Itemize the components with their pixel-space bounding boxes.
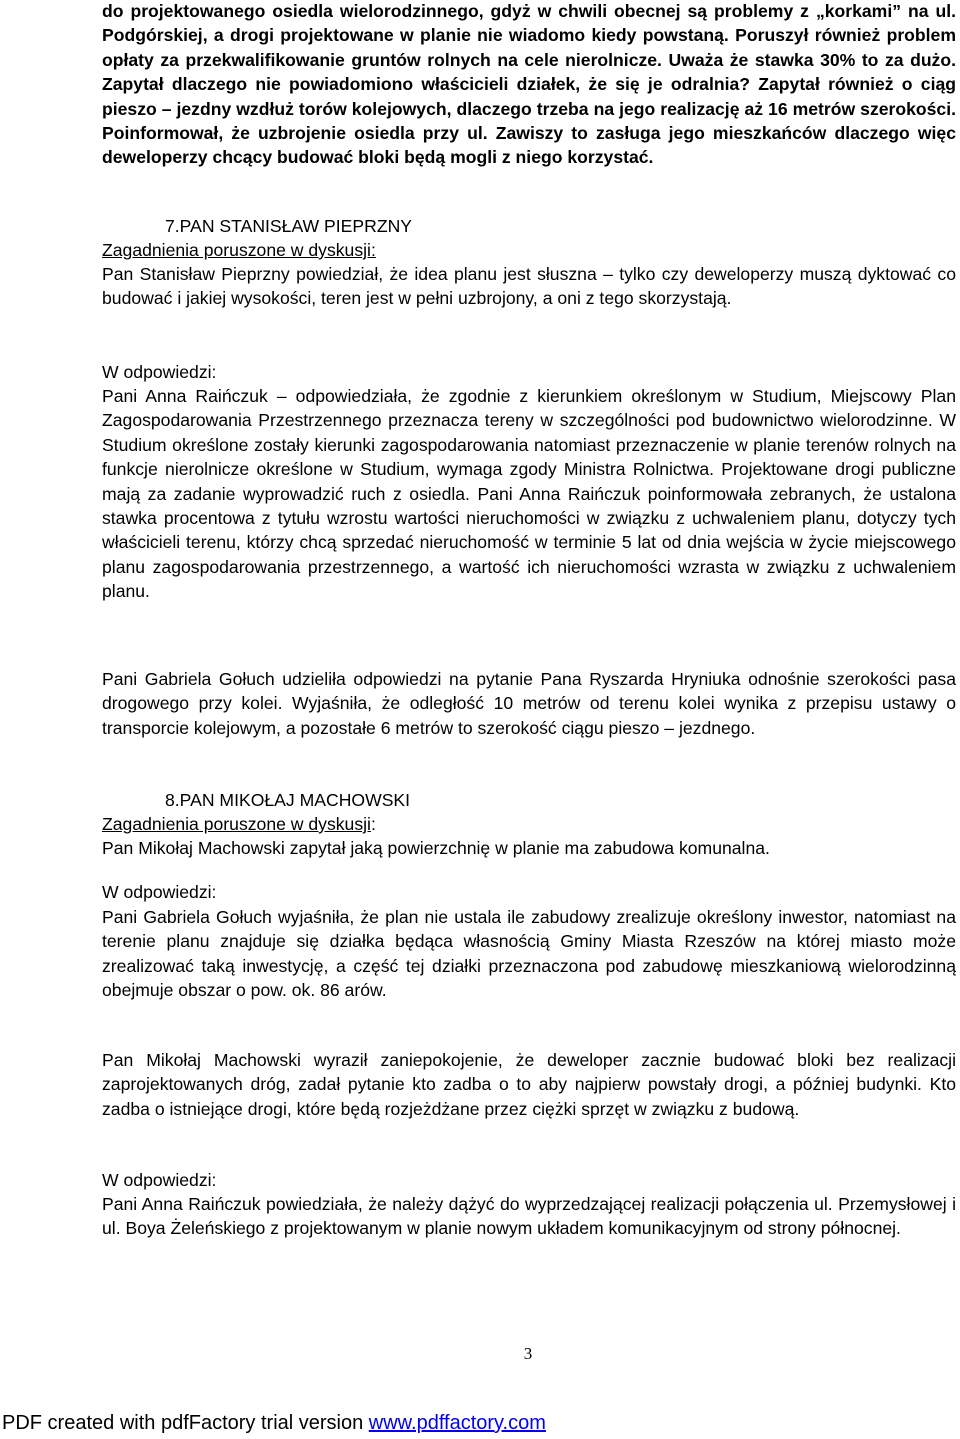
paragraph-7-answer-1: Pani Anna Raińczuk – odpowiedziała, że zgodnie z kierunkiem określonym w Studium, Miejscowy Plan Zagospodarowania Przestrzennego przeznacza tereny w szczególności pod budownictwo wielorodzinne. W Studium określone zostały kierunki zagospodarowania natomiast przeznaczenie w planie terenów rolnych na funkcje nierolnicze określone w Studium, wymaga zgody Ministra Rolnictwa. Projektowane drogi publiczne mają za zadanie wyprowadzić ruch z osiedla. Pani Anna Raińczuk poinformowała zebranych, że ustalona stawka procentowa z tytułu wzrostu wartości nieruchomości w związku z uchwaleniem planu, dotyczy tych właścicieli terenu, którzy chcą sprzedać nieruchomość w terminie 5 lat od dnia wejścia w życie miejscowego planu zagospodarowania przestrzennego, a wartość ich nieruchomości wzrasta w związku z uchwaleniem planu. xyxy=(102,386,956,602)
footer-text: PDF created with pdfFactory trial version xyxy=(2,1412,369,1434)
topics-label-8-line xyxy=(102,812,376,836)
answer-label-8b: W odpowiedzi: xyxy=(102,1170,217,1190)
paragraph-8-question: Pan Mikołaj Machowski zapytał jaką powierzchnię w planie ma zabudowa komunalna. xyxy=(102,838,770,858)
paragraph-8-question-2: Pan Mikołaj Machowski wyraził zaniepokojenie, że deweloper zacznie budować bloki bez realizacji zaprojektowanych dróg, zadał pytanie kto zadba o to aby najpierw powstały drogi, a później budynki. Kto zadba o istniejące drogi, które będą rozjeżdżane przez ciężki sprzęt w związku z budową. xyxy=(102,1050,956,1119)
paragraph-8-answer-1: Pani Gabriela Gołuch wyjaśniła, że plan nie ustala ile zabudowy zrealizuje określony inwestor, natomiast na terenie planu znajduje się działka będąca własnością Gminy Miasta Rzeszów na której miasto może zrealizować taką inwestycję, a część tej działki przeznaczona pod zabudowę mieszkaniową wielorodzinną obejmuje obszar o pow. ok. 86 arów. xyxy=(102,907,956,1001)
topics-label-8: Zagadnienia poruszone w dyskusji xyxy=(102,814,371,834)
paragraph-7-answer-2: Pani Gabriela Gołuch udzieliła odpowiedzi na pytanie Pana Ryszarda Hryniuka odnośnie szerokości pasa drogowego przy kolei. Wyjaśniła, że odległość 10 metrów od terenu kolei wynika z przepisu ustawy o transporcie kolejowym, a pozostałe 6 metrów to szerokość ciągu pieszo – jezdnego. xyxy=(102,669,956,738)
answer-label-7: W odpowiedzi: xyxy=(102,362,217,382)
pdf-footer xyxy=(2,1412,546,1435)
topics-label-7: Zagadnienia poruszone w dyskusji: xyxy=(102,240,376,260)
paragraph-8-answer-2: Pani Anna Raińczuk powiedziała, że należy dążyć do wyprzedzającej realizacji połączenia ul. Przemysłowej i ul. Boya Żeleńskiego z projektowanym w planie nowym układem komunikacyjnym od strony północnej. xyxy=(102,1194,956,1239)
paragraph-intro: do projektowanego osiedla wielorodzinnego, gdyż w chwili obecnej są problemy z „korkami” na ul. Podgórskiej, a drogi projektowane w planie nie wiadomo kiedy powstaną. Poruszył również problem opłaty za przekwalifikowanie gruntów rolnych na cele nierolnicze. Uważa że stawka 30% to za dużo. Zapytał dlaczego nie powiadomiono właścicieli działek, że się je odralnia? Zapytał również o ciąg pieszo – jezdny wzdłuż torów kolejowych, dlaczego trzeba na jego realizację aż 16 metrów szerokości. Poinformował, że uzbrojenie osiedla przy ul. Zawiszy to zasługa jego mieszkańców dlaczego więc deweloperzy chcący budować bloki będą mogli z niego korzystać. xyxy=(102,1,956,168)
page-number: 3 xyxy=(523,1344,533,1363)
paragraph-7-question: Pan Stanisław Pieprzny powiedział, że idea planu jest słuszna – tylko czy deweloperzy muszą dyktować co budować i jakiej wysokości, teren jest w pełni uzbrojony, a oni z tego skorzystają. xyxy=(102,264,956,309)
section-heading-8: 8.PAN MIKOŁAJ MACHOWSKI xyxy=(165,790,411,810)
answer-label-8a: W odpowiedzi: xyxy=(102,882,217,902)
section-heading-7: 7.PAN STANISŁAW PIEPRZNY xyxy=(165,216,413,236)
footer-link[interactable]: www.pdffactory.com xyxy=(368,1412,546,1434)
topics-label-8-colon: : xyxy=(370,814,376,834)
